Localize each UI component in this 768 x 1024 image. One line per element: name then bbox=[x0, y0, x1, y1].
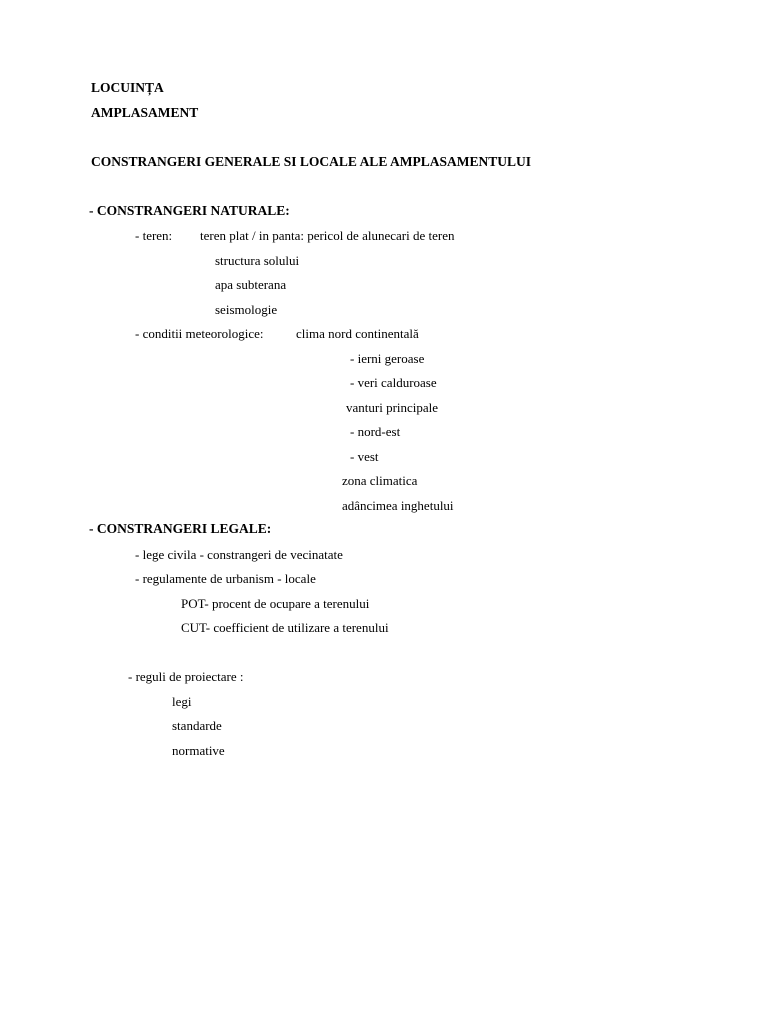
document-title: LOCUINȚA bbox=[91, 80, 164, 95]
reguli-item: standarde bbox=[172, 718, 222, 733]
teren-label: - teren: bbox=[135, 228, 173, 243]
lege-civila: - lege civila - constrangeri de vecinatate bbox=[135, 547, 343, 562]
teren-value: teren plat / in panta: pericol de alunecari de teren bbox=[200, 228, 455, 243]
legal-constraints-heading: - CONSTRANGERI LEGALE: bbox=[89, 521, 272, 536]
natural-constraints-heading: - CONSTRANGERI NATURALE: bbox=[89, 203, 290, 218]
meteo-item: - veri calduroase bbox=[350, 375, 437, 390]
teren-item: apa subterana bbox=[215, 277, 287, 292]
cut-definition: CUT- coefficient de utilizare a terenului bbox=[181, 620, 389, 635]
reguli-item: normative bbox=[172, 743, 225, 758]
teren-item: seismologie bbox=[215, 302, 278, 317]
reguli-proiectare: - reguli de proiectare : bbox=[128, 669, 244, 684]
meteo-label: - conditii meteorologice: bbox=[135, 326, 264, 341]
regulamente-urbanism: - regulamente de urbanism - locale bbox=[135, 571, 316, 586]
teren-item: structura solului bbox=[215, 253, 300, 268]
meteo-item: - vest bbox=[350, 449, 379, 464]
reguli-item: legi bbox=[172, 694, 192, 709]
meteo-item: vanturi principale bbox=[346, 400, 439, 415]
meteo-item: - nord-est bbox=[350, 424, 401, 439]
meteo-item: zona climatica bbox=[342, 473, 418, 488]
document-subtitle: AMPLASAMENT bbox=[91, 105, 199, 120]
meteo-item: - ierni geroase bbox=[350, 351, 425, 366]
pot-definition: POT- procent de ocupare a terenului bbox=[181, 596, 370, 611]
meteo-item: adâncimea inghetului bbox=[342, 498, 454, 513]
section-heading: CONSTRANGERI GENERALE SI LOCALE ALE AMPLASAMENTULUI bbox=[91, 154, 531, 169]
meteo-value: clima nord continentală bbox=[296, 326, 419, 341]
